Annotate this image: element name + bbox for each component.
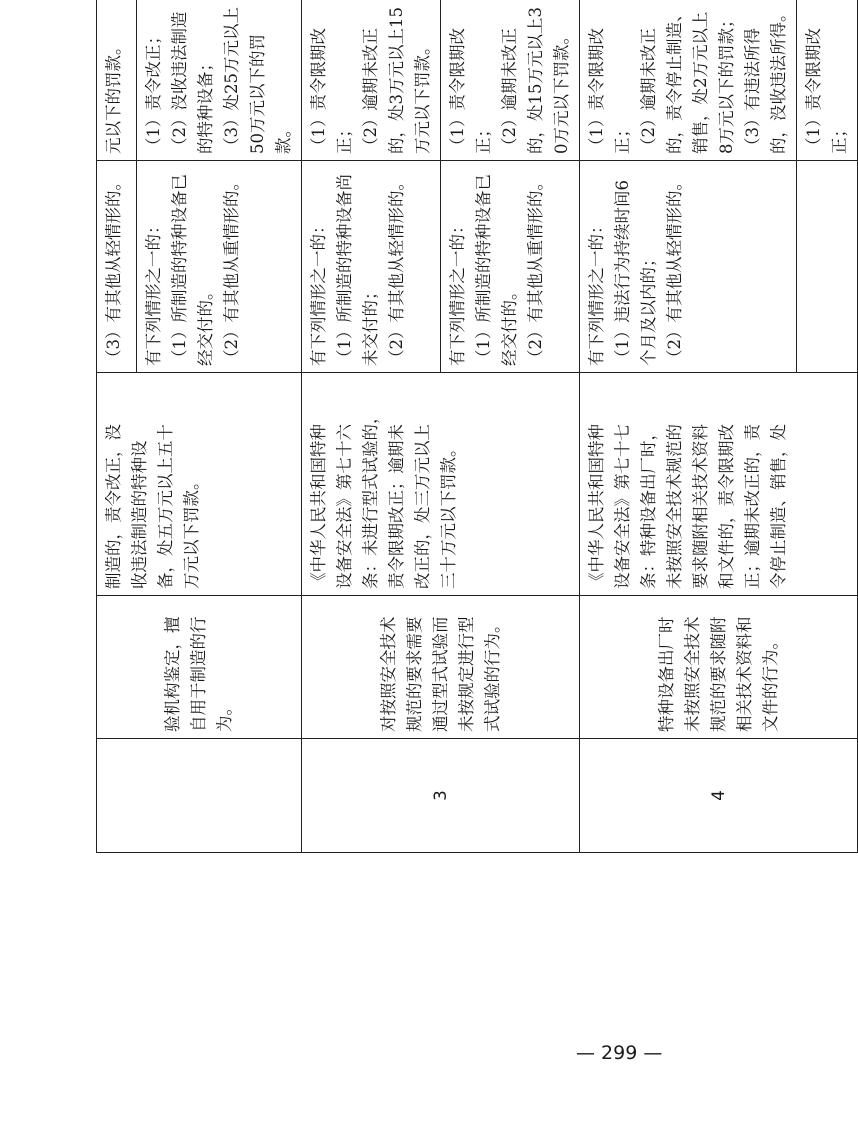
violation-behavior xyxy=(580,596,858,739)
condition-line: （2）有其他从重情形的。 xyxy=(526,174,545,366)
circumstance xyxy=(797,161,858,373)
basis-line: 和文件的，责令限期改 xyxy=(717,424,736,589)
condition-line: 有下列情形之一的： xyxy=(448,217,467,366)
circumstance xyxy=(441,161,580,373)
violation-behavior xyxy=(302,596,580,739)
penalty-line: （3）处25万元以上50万元以下的罚款。 xyxy=(222,7,293,154)
item-number xyxy=(97,739,302,853)
basis-line: 正；逾期未改正的，责 xyxy=(743,424,762,589)
basis-line: 令停止制造、销售，处 xyxy=(769,424,788,589)
basis-line: 设备安全法》第七十六 xyxy=(335,424,354,589)
basis-line: 未按照安全技术规范的 xyxy=(665,424,684,589)
basis-line: 三十万元以下罚款。 xyxy=(439,440,458,589)
basis-line: 《中华人民共和国特种 xyxy=(309,424,328,589)
basis-line: 改正的，处三万元以上 xyxy=(413,424,432,589)
penalty-standard xyxy=(580,0,797,161)
table-row xyxy=(302,0,441,853)
condition-line: （2）有其他从轻情形的。 xyxy=(387,174,406,366)
behavior-line: 特种设备出厂时 xyxy=(656,616,676,732)
penalty-line: （1）责令改正； xyxy=(144,28,163,154)
basis-line: 制造的，责令改正，没 xyxy=(104,424,123,589)
behavior-line: 通过型式试验而 xyxy=(430,616,450,732)
basis-line: 万元以下罚款。 xyxy=(182,473,201,589)
behavior-line: 规范的要求需要 xyxy=(404,616,424,732)
legal-basis xyxy=(580,373,858,596)
penalty-line: 元以下的罚款。 xyxy=(104,38,123,154)
basis-line: 备，处五万元以上五十 xyxy=(156,424,175,589)
basis-line: 收违法制造的特种设 xyxy=(130,440,149,589)
penalty-standard xyxy=(97,0,137,161)
condition-line: （1）所制造的特种设备已经交付的。 xyxy=(170,174,215,366)
violation-behavior xyxy=(97,596,302,739)
penalty-line: （3）有违法所得的，没收违法所得。 xyxy=(743,5,788,154)
condition-line: （1）所制造的特种设备尚未交付的； xyxy=(335,174,380,366)
basis-line: 要求随附相关技术资料 xyxy=(691,424,710,589)
behavior-line: 式试验的行为。 xyxy=(482,616,502,732)
penalty-line: （2）逾期未改正的，处15万元以上30万元以下罚款。 xyxy=(500,7,571,154)
penalty-standard xyxy=(797,0,858,161)
behavior-line: 未按规定进行型 xyxy=(456,616,476,732)
condition-line: （1）所制造的特种设备已经交付的。 xyxy=(474,174,519,366)
condition-line: 有下列情形之一的： xyxy=(144,217,163,366)
penalty-standard xyxy=(441,0,580,161)
basis-line: 《中华人民共和国特种 xyxy=(587,424,606,589)
page-number: — 299 — xyxy=(576,1042,663,1064)
condition-line: （1）违法行为持续时间6个月及以内的； xyxy=(613,180,658,366)
behavior-line: 对按照安全技术 xyxy=(378,616,398,732)
penalty-standard xyxy=(137,0,302,161)
penalty-line: （2）逾期未改正的，处3万元以上15万元以下罚款。 xyxy=(361,7,432,154)
penalty-line: （2）没收违法制造的特种设备； xyxy=(170,11,215,154)
penalty-line: （1）责令限期改正； xyxy=(587,28,632,154)
penalty-line: （2）逾期未改正的，责令停止制造、销售，处2万元以上8万元以下的罚款； xyxy=(639,5,736,154)
legal-basis xyxy=(302,373,580,596)
table-row xyxy=(580,0,797,853)
circumstance xyxy=(580,161,797,373)
behavior-line: 相关技术资料和 xyxy=(734,616,754,732)
penalty-line: （1）责令限期改正； xyxy=(804,28,849,154)
condition-line: （2）有其他从重情形的。 xyxy=(222,174,241,366)
basis-line: 责令限期改正；逾期未 xyxy=(387,424,406,589)
penalty-table xyxy=(96,0,858,853)
behavior-line: 未按照安全技术 xyxy=(682,616,702,732)
basis-line: 条：未进行型式试验的， xyxy=(361,407,380,589)
circumstance xyxy=(137,161,302,373)
table-row xyxy=(97,0,137,853)
behavior-line: 规范的要求随附 xyxy=(708,616,728,732)
condition-line: （3）有其他从轻情形的。 xyxy=(104,174,123,366)
behavior-line: 文件的行为。 xyxy=(760,633,780,732)
circumstance xyxy=(97,161,137,373)
condition-line: 有下列情形之一的： xyxy=(309,217,328,366)
basis-line: 条：特种设备出厂时， xyxy=(639,424,658,589)
item-number: 3 xyxy=(302,739,580,853)
penalty-line: （1）责令限期改正； xyxy=(448,28,493,154)
condition-line: （2）有其他从轻情形的。 xyxy=(665,174,684,366)
item-number: 4 xyxy=(580,739,858,853)
condition-line: 有下列情形之一的： xyxy=(587,217,606,366)
behavior-line: 自用于制造的行 xyxy=(189,616,208,732)
behavior-line: 验机构鉴定，擅 xyxy=(163,616,182,732)
circumstance xyxy=(302,161,441,373)
behavior-line: 为。 xyxy=(215,699,234,732)
penalty-line: （1）责令限期改正； xyxy=(309,28,354,154)
penalty-table-rotated xyxy=(96,5,849,853)
penalty-standard xyxy=(302,0,441,161)
legal-basis xyxy=(97,373,302,596)
basis-line: 设备安全法》第七十七 xyxy=(613,424,632,589)
